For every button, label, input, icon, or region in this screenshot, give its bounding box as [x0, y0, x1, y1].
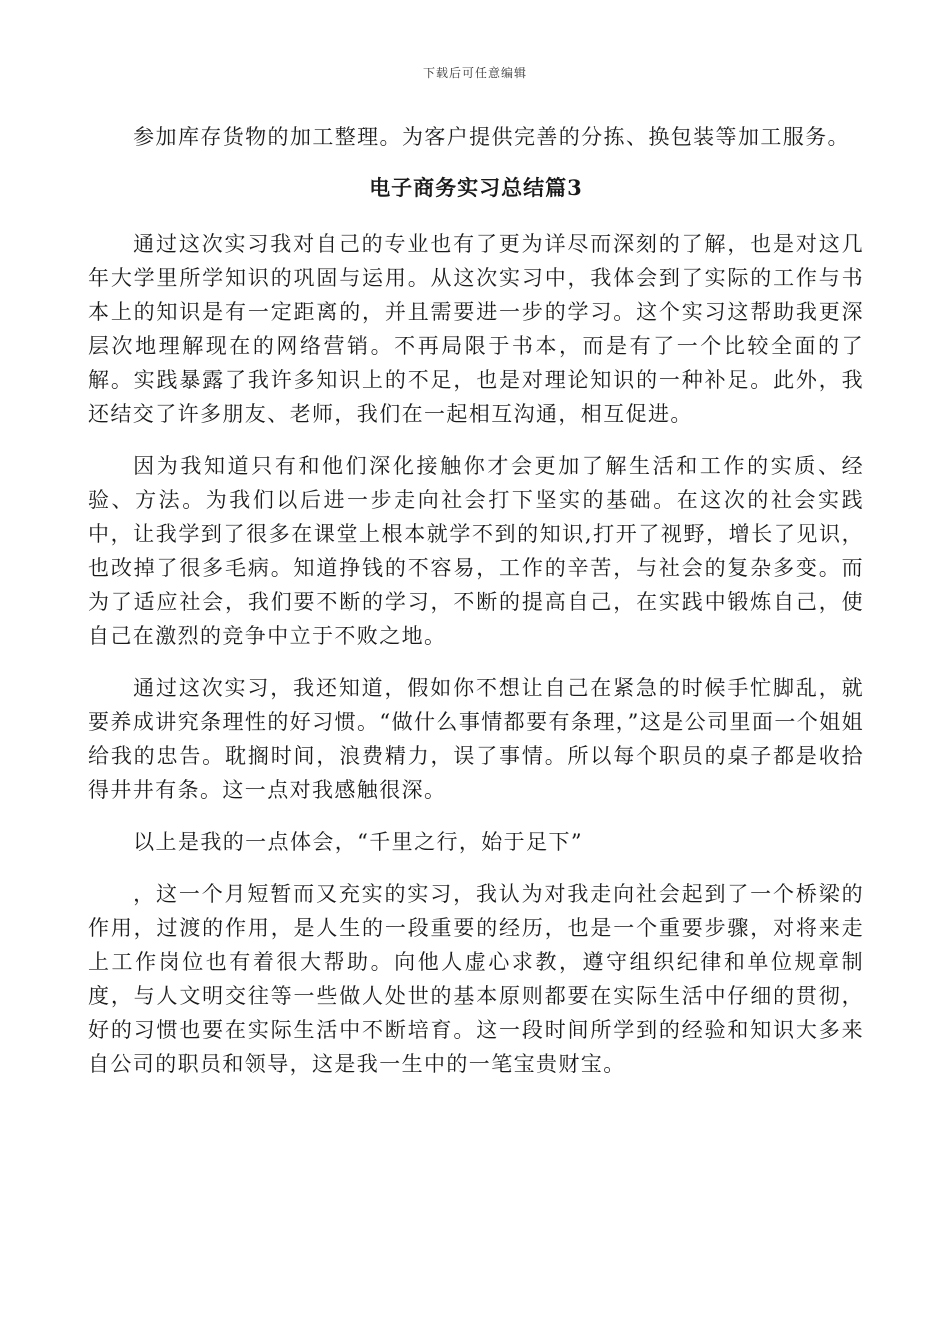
- body-paragraph-4: 以上是我的一点体会，“千里之行，始于足下”: [133, 830, 584, 854]
- section-title: 电子商务实习总结篇3: [369, 175, 583, 200]
- body-paragraph-3: 通过这次实习，我还知道，假如你不想让自己在紧急的时候手忙脚乱，就要养成讲究条理性的好习惯。“做什么事情都要有条理，”这是公司里面一个姐姐给我的忠告。耽搁时间，浪费精力，误了事情。所以每个职员的桌子都是收拾得井井有条。这一点对我感触很深。: [88, 676, 864, 802]
- body-paragraph-5: ，这一个月短暂而又充实的实习，我认为对我走向社会起到了一个桥梁的作用，过渡的作用，是人生的一段重要的经历，也是一个重要步骤，对将来走上工作岗位也有着很大帮助。向他人虚心求教，遵守组织纪律和单位规章制度，与人文明交往等一些做人处世的基本原则都要在实际生活中仔细的贯彻，好的习惯也要在实际生活中不断培育。这一段时间所学到的经验和知识大多来自公司的职员和领导，这是我一生中的一笔宝贵财宝。: [88, 882, 864, 1076]
- body-paragraph-2: 因为我知道只有和他们深化接触你才会更加了解生活和工作的实质、经验、方法。为我们以后进一步走向社会打下坚实的基础。在这次的社会实践中，让我学到了很多在课堂上根本就学不到的知识,打开了视野，增长了见识，也改掉了很多毛病。知道挣钱的不容易，工作的辛苦，与社会的复杂多变。而为了适应社会，我们要不断的学习，不断的提高自己，在实践中锻炼自己，使自己在激烈的竞争中立于不败之地。: [88, 454, 864, 648]
- header-note: 下载后可任意编辑: [422, 66, 527, 80]
- lead-paragraph: 参加库存货物的加工整理。为客户提供完善的分拣、换包装等加工服务。: [133, 125, 850, 149]
- document-body: [88, 120, 864, 1099]
- body-paragraph-1: 通过这次实习我对自己的专业也有了更为详尽而深刻的了解，也是对这几年大学里所学知识的巩固与运用。从这次实习中，我体会到了实际的工作与书本上的知识是有一定距离的，并且需要进一步的学习。这个实习这帮助我更深层次地理解现在的网络营销。不再局限于书本，而是有了一个比较全面的了解。实践暴露了我许多知识上的不足，也是对理论知识的一种补足。此外，我还结交了许多朋友、老师，我们在一起相互沟通，相互促进。: [88, 232, 864, 426]
